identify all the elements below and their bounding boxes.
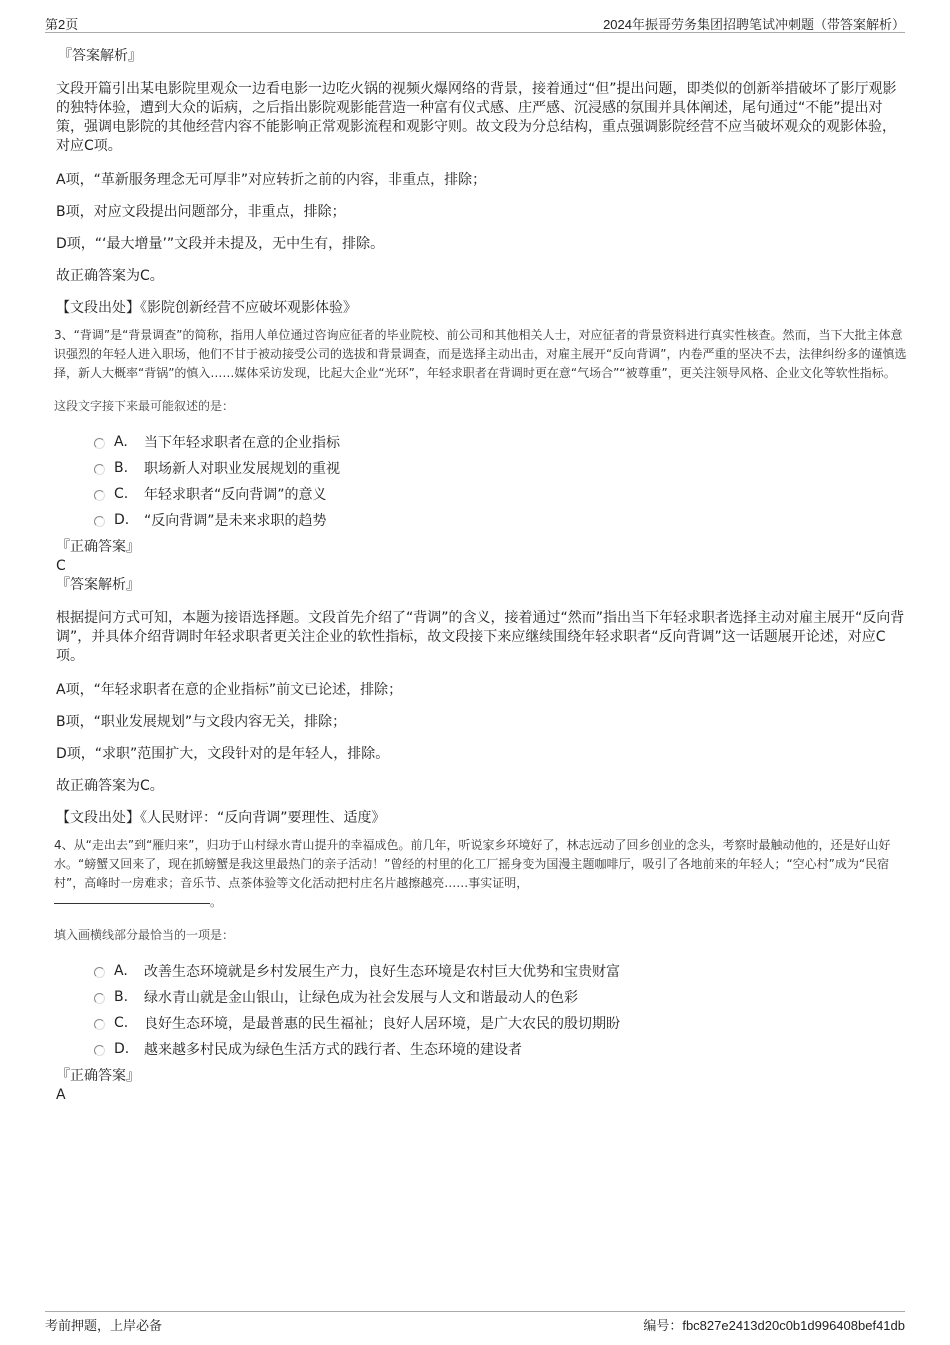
answer-options xyxy=(94,429,908,533)
question-body: 4、从“走出去”到“雁归来”，归功于山村绿水青山提升的幸福成色。前几年，听说家乡环境好了，林志远动了回乡创业的念头，考察时最触动他的，还是好山好水。“螃蟹又回来了，现在抓螃蟹是我这里最热门的亲子活动！”曾经的村里的化工厂摇身变为国漫主题咖啡厅，吸引了各地前来的年轻人；“空心村”成为“民宿村”，高峰时一房难求；音乐节、点茶体验等文化活动把村庄名片越擦越亮……事实证明， xyxy=(54,838,891,890)
analysis-line-d: D项，“求职”范围扩大，文段针对的是年轻人，排除。 xyxy=(56,746,390,762)
option-letter: A. xyxy=(114,434,128,450)
option-letter: D. xyxy=(114,1041,130,1057)
radio-button[interactable] xyxy=(94,490,105,501)
option-letter: B. xyxy=(114,460,129,476)
question-3 xyxy=(54,326,908,828)
question-prompt: 这段文字接下来最可能叙述的是： xyxy=(54,399,235,413)
fill-in-blank xyxy=(54,902,210,904)
document-title: 2024年振哥劳务集团招聘笔试冲刺题（带答案解析） xyxy=(603,17,905,32)
analysis-heading: 『答案解析』 xyxy=(56,577,140,593)
option-text: 良好生态环境，是最普惠的民生福祉；良好人居环境，是广大农民的殷切期盼 xyxy=(144,1016,620,1032)
analysis-line-b: B项，“职业发展规划”与文段内容无关，排除； xyxy=(56,714,347,730)
option-text: “反向背调”是未来求职的趋势 xyxy=(144,513,327,529)
option-b[interactable] xyxy=(94,455,908,481)
correct-answer-heading: 『正确答案』 xyxy=(56,1068,140,1084)
serial-number: 编号：fbc827e2413d20c0b1d996408bef41db xyxy=(643,1318,905,1333)
question-text: 3、“背调”是“背景调查”的简称，指用人单位通过咨询应征者的毕业院校、前公司和其他相关人士，对应征者的背景资料进行真实性核查。然而，当下大批主体意识强烈的年轻人进入职场，他们不甘于被动接受公司的选拔和背景调查，而是选择主动出击，对雇主展开“反向背调”，内卷严重的坚决不去，法律纠纷多的谨慎选择，新人大概率“背锅”的慎入……媒体采访发现，比起大企业“光环”，年轻求职者在背调时更在意“气场合”“被尊重”，更关注领导风格、企业文化等软性指标。 xyxy=(54,328,907,380)
option-a[interactable] xyxy=(94,429,908,455)
analysis-line-b: B项，对应文段提出问题部分，非重点，排除； xyxy=(56,204,346,220)
radio-button[interactable] xyxy=(94,1045,105,1056)
option-c[interactable] xyxy=(94,1010,908,1036)
option-letter: D. xyxy=(114,512,130,528)
analysis-text: 文段开篇引出某电影院里观众一边看电影一边吃火锅的视频火爆网络的背景，接着通过“但”提出问题，即类似的创新举措破坏了影厅观影的独特体验，遭到大众的诟病，之后指出影院观影能营造一种富有仪式感、庄严感、沉浸感的氛围并具体阐述，尾句通过“不能”提出对策，强调电影院的其他经营内容不能影响正常观影流程和观影守则。故文段为分总结构，重点强调影院经营不应当破坏观众的观影体验，对应C项。 xyxy=(56,81,897,154)
option-text: 改善生态环境就是乡村发展生产力，良好生态环境是农村巨大优势和宝贵财富 xyxy=(144,964,620,980)
option-d[interactable] xyxy=(94,1036,908,1062)
radio-button[interactable] xyxy=(94,1019,105,1030)
radio-button[interactable] xyxy=(94,967,105,978)
option-text: 绿水青山就是金山银山，让绿色成为社会发展与人文和谐最动人的色彩 xyxy=(144,990,578,1006)
option-letter: C. xyxy=(114,486,129,502)
option-text: 当下年轻求职者在意的企业指标 xyxy=(144,435,340,451)
question-prompt: 填入画横线部分最恰当的一项是： xyxy=(54,928,235,942)
blank-suffix: 。 xyxy=(210,895,223,909)
analysis-conclusion: 故正确答案为C。 xyxy=(56,268,164,284)
page-number: 第2页 xyxy=(45,17,79,32)
option-a[interactable] xyxy=(94,958,908,984)
option-text: 年轻求职者“反向背调”的意义 xyxy=(144,487,327,503)
radio-button[interactable] xyxy=(94,516,105,527)
answer-options xyxy=(94,958,908,1062)
correct-answer: A xyxy=(56,1087,66,1103)
analysis-heading: 『答案解析』 xyxy=(58,48,142,64)
option-letter: C. xyxy=(114,1015,129,1031)
passage-source: 【文段出处】《人民财评：“反向背调”要理性、适度》 xyxy=(56,810,386,826)
analysis-line-a: A项，“年轻求职者在意的企业指标”前文已论述，排除； xyxy=(56,682,403,698)
footer-slogan: 考前押题，上岸必备 xyxy=(45,1318,163,1333)
analysis-conclusion: 故正确答案为C。 xyxy=(56,778,164,794)
correct-answer-heading: 『正确答案』 xyxy=(56,539,140,555)
radio-button[interactable] xyxy=(94,993,105,1004)
question-text xyxy=(54,836,908,912)
option-d[interactable] xyxy=(94,507,908,533)
option-b[interactable] xyxy=(94,984,908,1010)
question-2-analysis xyxy=(56,46,908,318)
radio-button[interactable] xyxy=(94,438,105,449)
correct-answer: C xyxy=(56,558,66,574)
page-content xyxy=(56,46,908,1104)
option-text: 职场新人对职业发展规划的重视 xyxy=(144,461,340,477)
option-c[interactable] xyxy=(94,481,908,507)
analysis-line-a: A项，“革新服务理念无可厚非”对应转折之前的内容，非重点，排除； xyxy=(56,172,487,188)
page-footer xyxy=(45,1311,905,1332)
analysis-line-d: D项，“‘最大增量’”文段并未提及，无中生有，排除。 xyxy=(56,236,385,252)
analysis-text: 根据提问方式可知，本题为接语选择题。文段首先介绍了“背调”的含义，接着通过“然而”指出当下年轻求职者选择主动对雇主展开“反向背调”，并具体介绍背调时年轻求职者更关注企业的软性指标，故文段接下来应继续围绕年轻求职者“反向背调”这一话题展开论述，对应C项。 xyxy=(56,610,905,664)
radio-button[interactable] xyxy=(94,464,105,475)
passage-source: 【文段出处】《影院创新经营不应破坏观影体验》 xyxy=(56,300,357,316)
option-text: 越来越多村民成为绿色生活方式的践行者、生态环境的建设者 xyxy=(144,1042,522,1058)
option-letter: B. xyxy=(114,989,129,1005)
question-4 xyxy=(54,836,908,1104)
page-header xyxy=(45,14,905,33)
option-letter: A. xyxy=(114,963,128,979)
